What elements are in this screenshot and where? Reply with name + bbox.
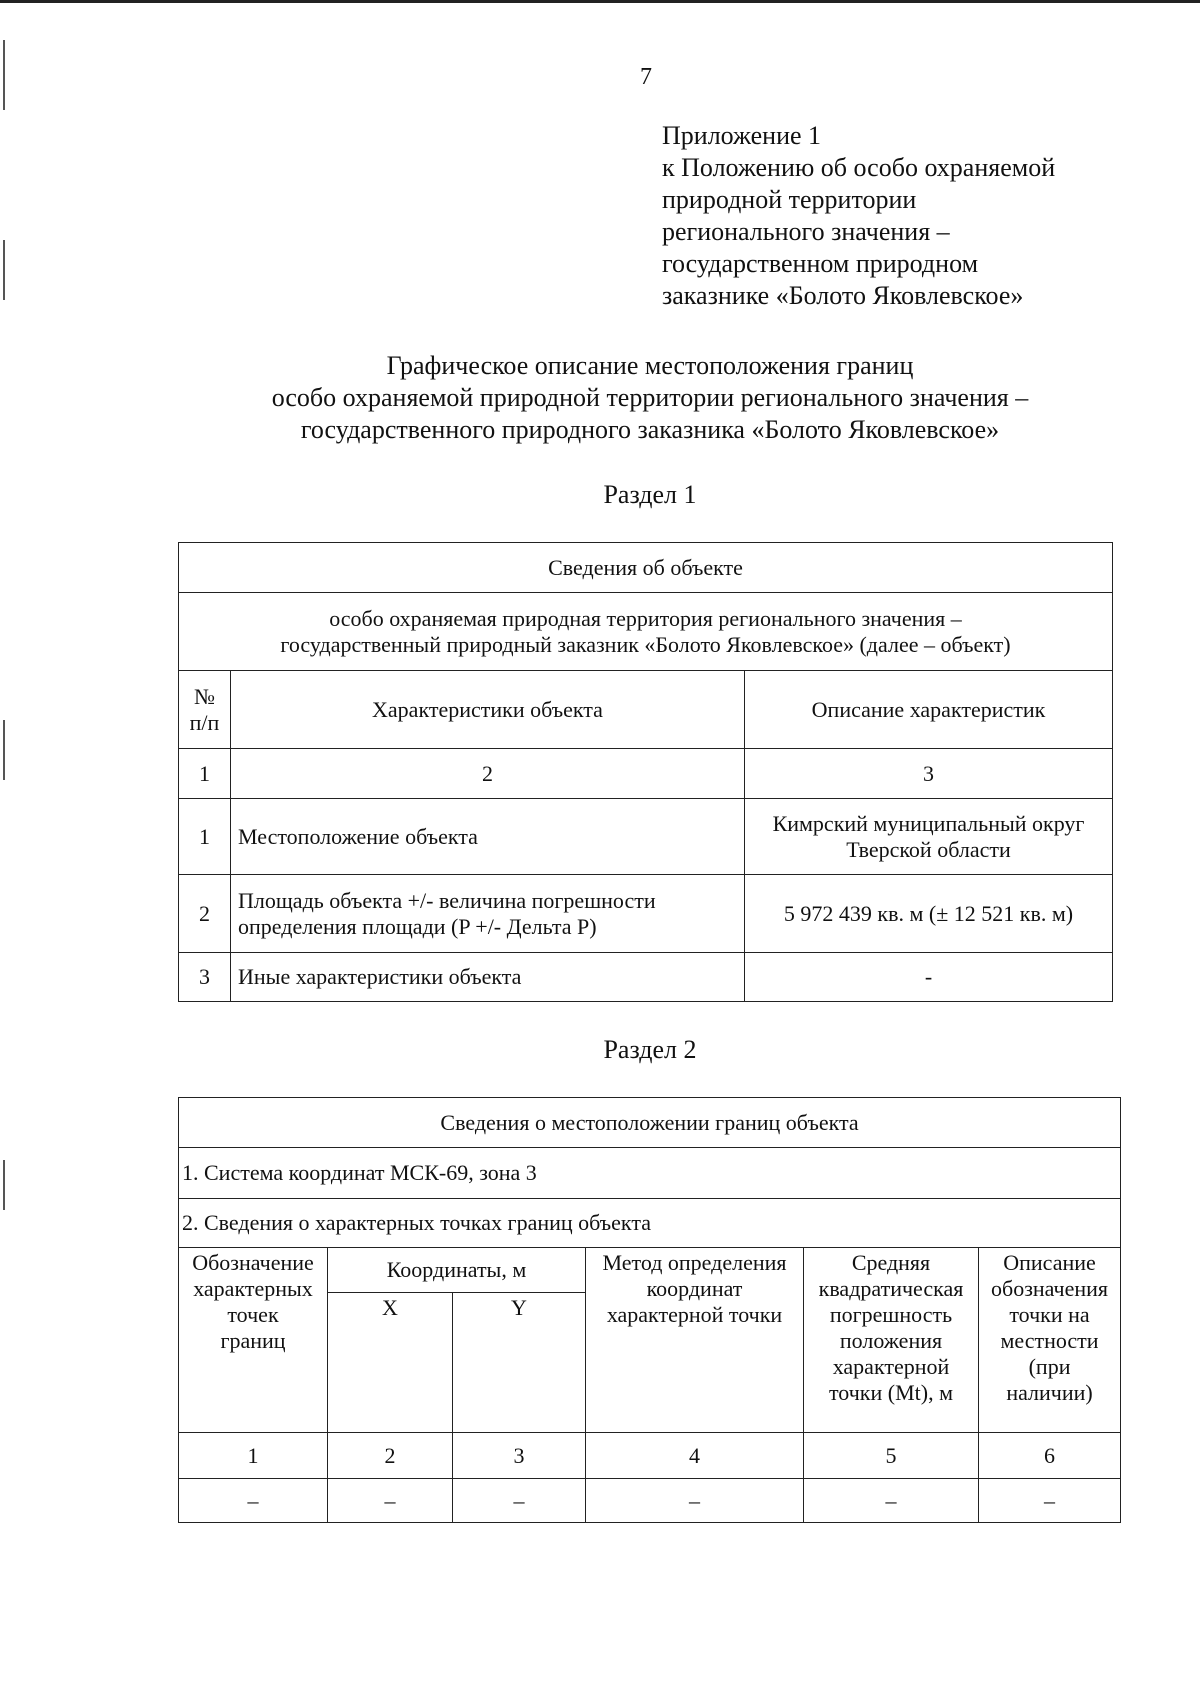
header-cell-y: [453, 1293, 586, 1433]
column-number-cell: 1: [179, 1433, 328, 1479]
appendix-line: регионального значения –: [662, 217, 950, 246]
section-1-heading: Раздел 1: [603, 480, 697, 509]
table-row: [179, 1148, 1121, 1199]
description-cell: [745, 875, 1113, 953]
header-text: квадратическая: [818, 1276, 964, 1301]
header-text: точки (Mt), м: [828, 1380, 954, 1405]
page-number: 7: [640, 64, 652, 90]
boundary-points-table: [178, 1097, 1121, 1523]
header-text: границ: [220, 1328, 286, 1353]
description-text: 5 972 439 кв. м (± 12 521 кв. м): [783, 900, 1074, 926]
top-rule: [0, 0, 1200, 3]
column-number-cell: 5: [804, 1433, 979, 1479]
header-text: наличии): [1006, 1380, 1093, 1405]
header-text: обозначения: [991, 1276, 1109, 1301]
column-number-cell: 6: [979, 1433, 1121, 1479]
header-text: Средняя: [851, 1250, 931, 1275]
object-info-table: [178, 542, 1113, 1002]
appendix-line: заказнике «Болото Яковлевское»: [662, 281, 1024, 310]
header-cell-mean-error: [804, 1248, 979, 1433]
table-title: Сведения о местоположении границ объекта: [440, 1109, 859, 1135]
header-cell-designation: [179, 1248, 328, 1433]
table-row: [179, 1098, 1121, 1148]
characteristic-cell: [231, 799, 745, 875]
header-text: Обозначение: [192, 1250, 314, 1275]
table-header-row: [179, 1248, 1121, 1293]
characteristic-cell: [231, 875, 745, 953]
data-cell: –: [179, 1479, 328, 1523]
header-text: характерных: [193, 1276, 313, 1301]
scan-mark: [3, 720, 5, 780]
column-number-row: [179, 749, 1113, 799]
header-cell-characteristics: [231, 671, 745, 749]
table-row: [179, 543, 1113, 593]
section-2-heading: Раздел 2: [603, 1035, 697, 1064]
table-title: Сведения об объекте: [548, 554, 743, 580]
data-cell: –: [328, 1479, 453, 1523]
row-number-cell: 1: [179, 799, 231, 875]
appendix-line: государственном природном: [662, 249, 979, 278]
header-text: п/п: [189, 709, 220, 735]
header-text: Характеристики объекта: [372, 696, 603, 722]
header-cell-point-description: [979, 1248, 1121, 1433]
table-row: [179, 875, 1113, 953]
table-title-cell: [179, 543, 1113, 593]
header-text: №: [194, 683, 215, 709]
scan-mark: [3, 40, 5, 110]
header-text: местности: [1000, 1328, 1099, 1353]
column-number-cell: 2: [231, 749, 745, 799]
scan-mark: [3, 240, 5, 300]
coordinate-system-text: 1. Система координат МСК-69, зона 3: [182, 1160, 537, 1185]
column-number-cell: 3: [745, 749, 1113, 799]
header-text: координат: [646, 1276, 743, 1301]
appendix-line: к Положению об особо охраняемой: [662, 153, 1056, 182]
table-header-row: [179, 671, 1113, 749]
table-row: [179, 953, 1113, 1002]
header-cell-description: [745, 671, 1113, 749]
appendix-block: [662, 120, 1055, 312]
column-number-cell: 1: [179, 749, 231, 799]
characteristic-text: Площадь объекта +/- величина погрешности: [238, 887, 656, 913]
characteristic-text: Местоположение объекта: [238, 823, 478, 849]
title-line: государственного природного заказника «Болото Яковлевское»: [300, 415, 1000, 444]
row-number-cell: 2: [179, 875, 231, 953]
header-text: Описание: [1003, 1250, 1096, 1275]
table-row: [179, 1199, 1121, 1248]
appendix-line: Приложение 1: [662, 121, 822, 150]
header-text: характерной: [832, 1354, 950, 1379]
header-text: Y: [511, 1295, 527, 1320]
object-name-line: государственный природный заказник «Болото Яковлевское» (далее – объект): [280, 631, 1011, 657]
header-cell-number: [179, 671, 231, 749]
characteristic-text: Иные характеристики объекта: [238, 964, 522, 989]
object-name-cell: [179, 593, 1113, 671]
column-number-cell: 2: [328, 1433, 453, 1479]
header-cell-x: [328, 1293, 453, 1433]
document-title: [150, 350, 1150, 446]
data-cell: –: [979, 1479, 1121, 1523]
column-number-row: [179, 1433, 1121, 1479]
points-info-cell: [179, 1199, 1121, 1248]
header-text: положения: [839, 1328, 943, 1353]
table-title-cell: [179, 1098, 1121, 1148]
header-text: точек: [227, 1302, 279, 1327]
object-name-line: особо охраняемая природная территория регионального значения –: [329, 605, 962, 631]
table-row: [179, 1479, 1121, 1523]
header-text: характерной точки: [606, 1302, 783, 1327]
points-info-text: 2. Сведения о характерных точках границ объекта: [182, 1210, 651, 1235]
header-text: погрешность: [829, 1302, 953, 1327]
header-text: Описание характеристик: [811, 696, 1046, 722]
scan-mark: [3, 1160, 5, 1210]
title-line: особо охраняемой природной территории регионального значения –: [271, 383, 1029, 412]
header-text: Метод определения: [602, 1250, 787, 1275]
column-number-cell: 4: [586, 1433, 804, 1479]
description-cell: [745, 799, 1113, 875]
header-text: (при: [1028, 1354, 1071, 1379]
description-text: Тверской области: [846, 836, 1011, 862]
column-number-cell: 3: [453, 1433, 586, 1479]
data-cell: –: [804, 1479, 979, 1523]
characteristic-text: определения площади (P +/- Дельта P): [238, 913, 597, 939]
table-row: [179, 593, 1113, 671]
header-cell-coordinates: [328, 1248, 586, 1293]
header-text: Координаты, м: [386, 1257, 527, 1282]
data-cell: –: [586, 1479, 804, 1523]
coordinate-system-cell: [179, 1148, 1121, 1199]
header-cell-method: [586, 1248, 804, 1433]
table-row: [179, 799, 1113, 875]
title-line: Графическое описание местоположения границ: [386, 351, 914, 380]
description-cell: [745, 953, 1113, 1002]
header-text: точки на: [1009, 1302, 1090, 1327]
row-number-cell: 3: [179, 953, 231, 1002]
data-cell: –: [453, 1479, 586, 1523]
description-text: Кимрский муниципальный округ: [772, 810, 1085, 836]
appendix-line: природной территории: [662, 185, 917, 214]
description-text: -: [924, 964, 933, 989]
characteristic-cell: [231, 953, 745, 1002]
header-text: X: [382, 1295, 398, 1320]
